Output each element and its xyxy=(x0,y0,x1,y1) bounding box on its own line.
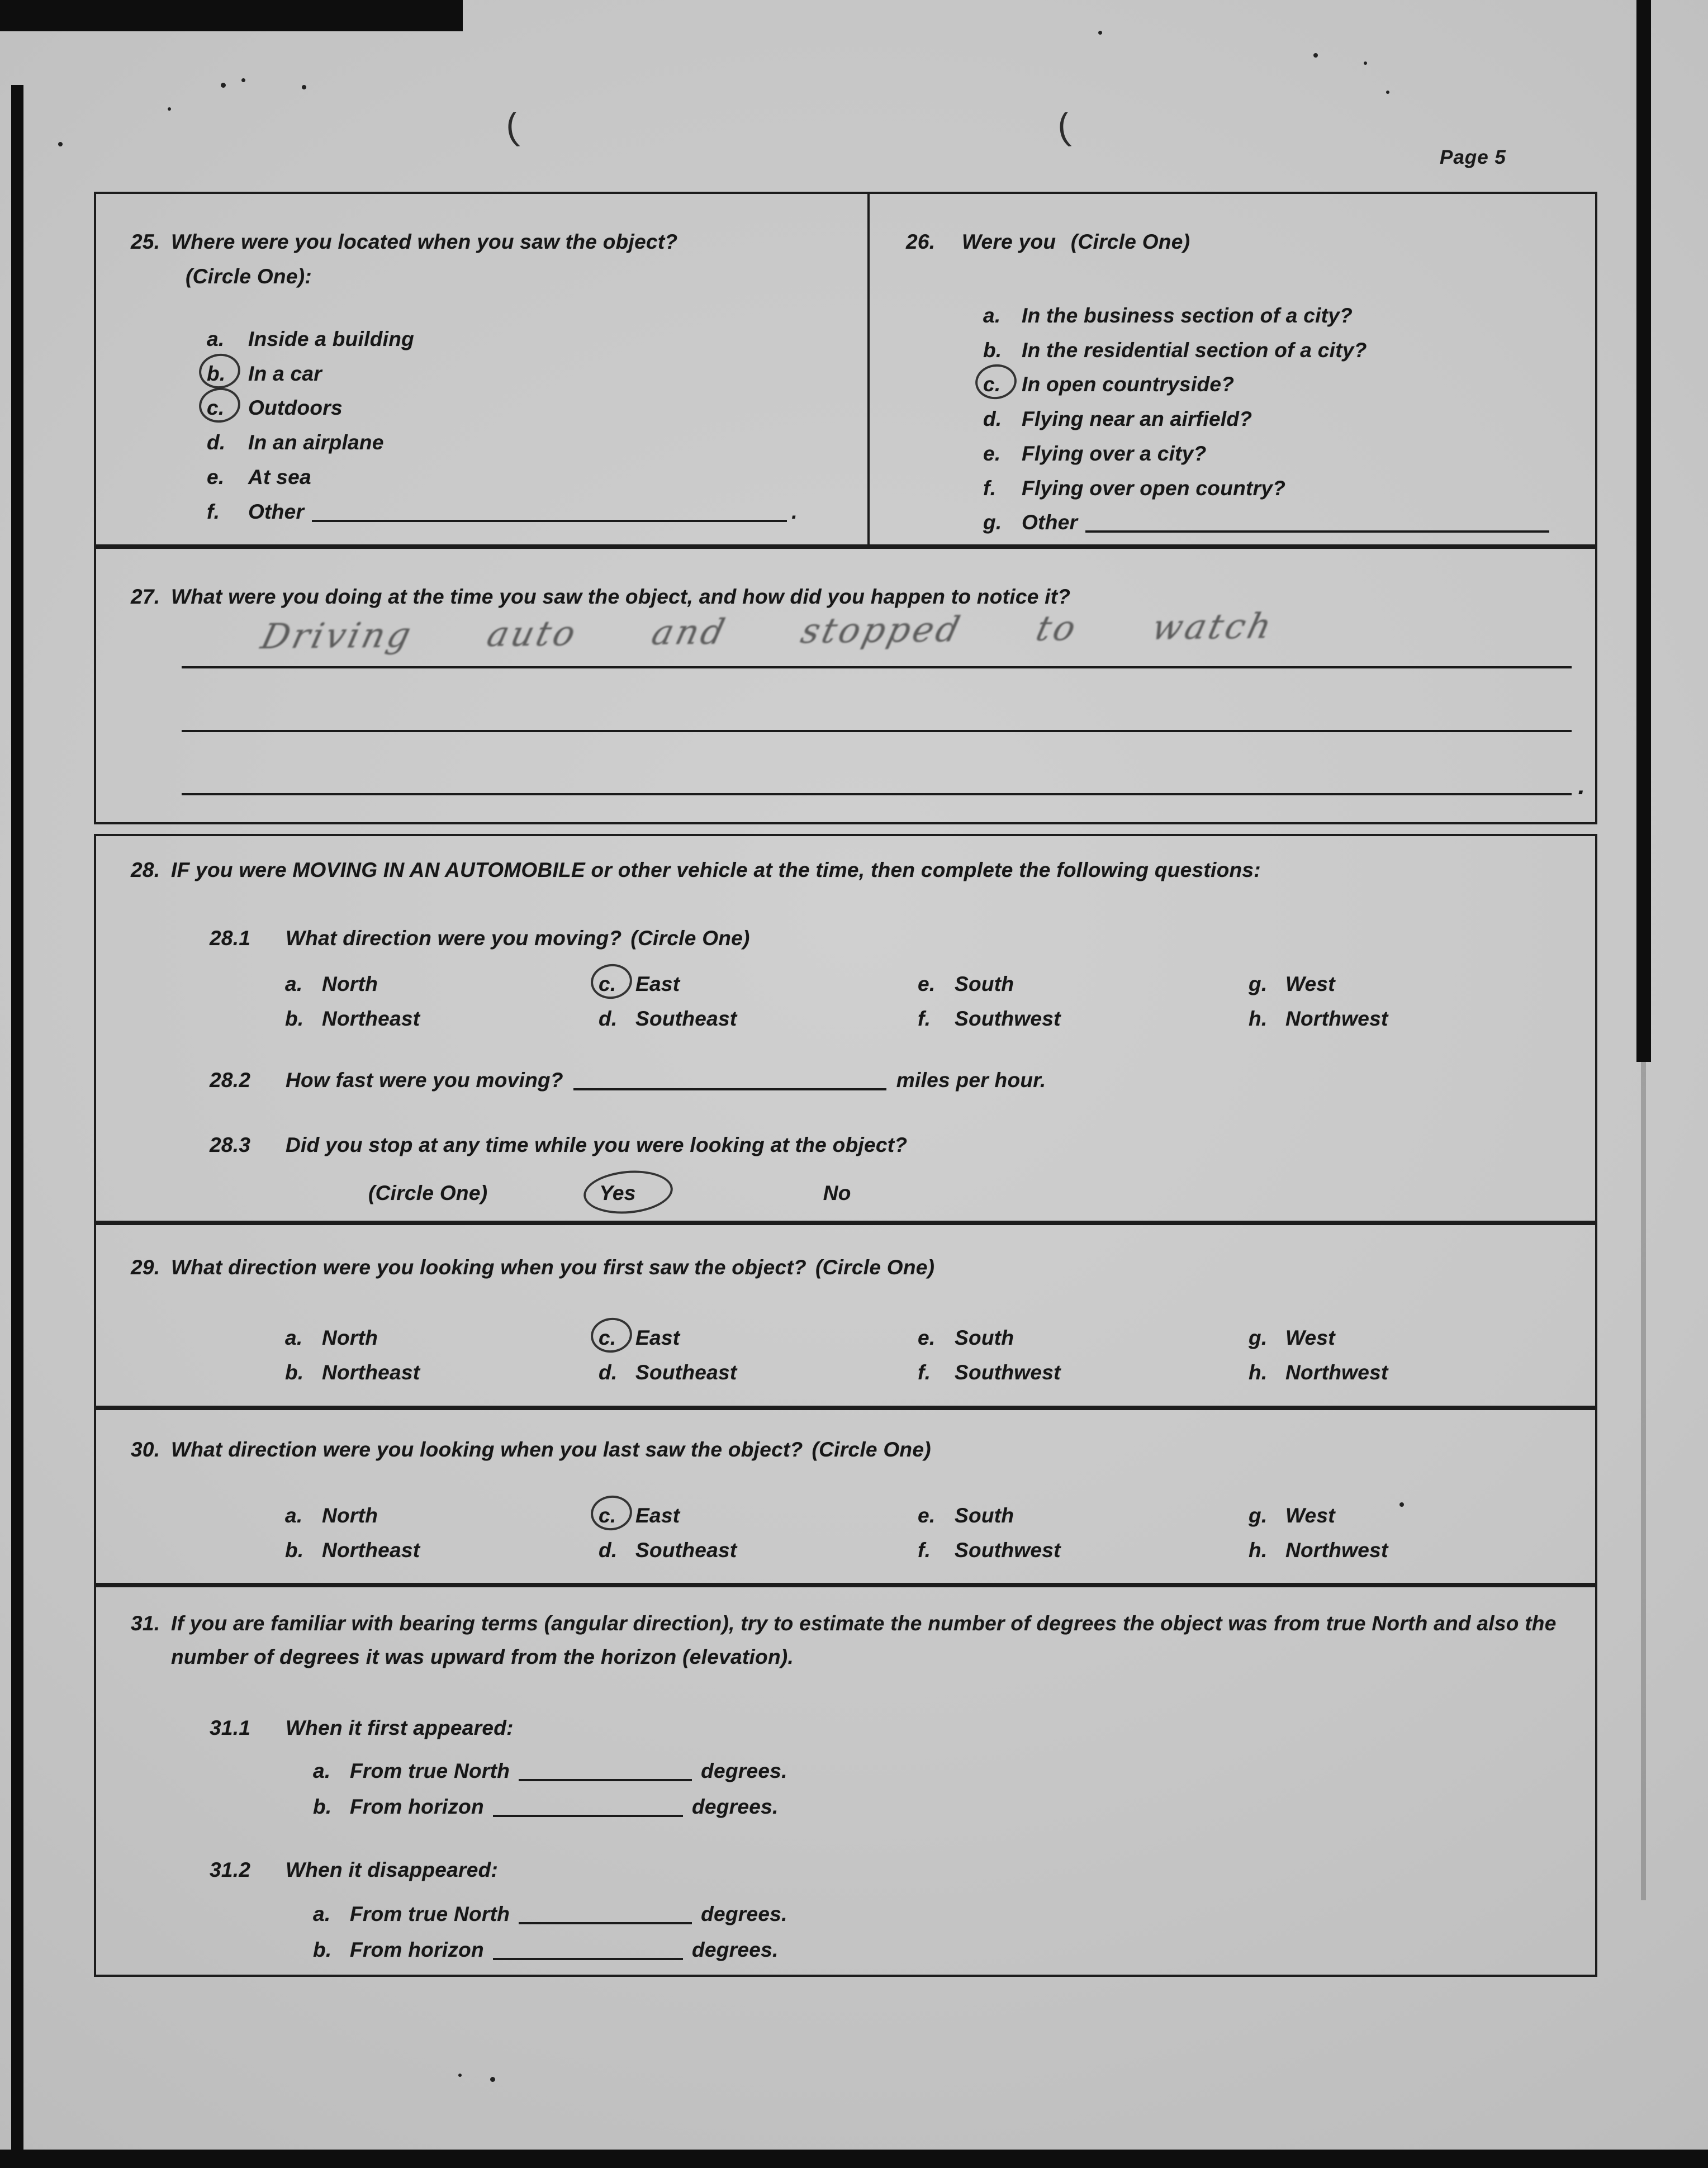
circle-one-note: (Circle One) xyxy=(815,1256,935,1279)
option-letter: b. xyxy=(285,1361,304,1384)
units-label: degrees. xyxy=(691,1795,779,1818)
page-number-label: Page 5 xyxy=(1440,146,1506,168)
question-text: What direction were you looking when you last saw the object? xyxy=(171,1438,803,1461)
question-27 xyxy=(94,547,1597,824)
question-text: Were you xyxy=(962,230,1056,253)
question-29-direction-options xyxy=(285,1321,1578,1390)
option-letter: d. xyxy=(983,407,1002,431)
option-letter: e. xyxy=(918,1326,936,1349)
option-label: From true North xyxy=(350,1903,510,1925)
question-number: 28. xyxy=(131,858,160,881)
option-label: East xyxy=(635,1504,680,1527)
option-letter: g. xyxy=(1249,972,1268,995)
option-label: Other xyxy=(248,500,305,523)
degrees-blank-field xyxy=(519,1903,692,1924)
option-label: Other xyxy=(1022,511,1078,534)
option-letter: a. xyxy=(285,1326,303,1349)
sub-question-text: What direction were you moving? xyxy=(286,927,622,950)
option-label: Flying over open country? xyxy=(1022,476,1286,500)
question-26-header xyxy=(906,225,1584,259)
answer-line xyxy=(182,666,1572,668)
option-label: West xyxy=(1285,972,1335,995)
bearing-item-b xyxy=(313,1932,1578,1968)
scan-edge-left xyxy=(11,85,23,2150)
option-label: Southeast xyxy=(635,1361,737,1384)
option-label: In an airplane xyxy=(248,431,384,454)
option-label: West xyxy=(1285,1326,1335,1349)
option-label: North xyxy=(322,1326,378,1349)
scan-edge-bottom xyxy=(0,2150,1708,2168)
question-31 xyxy=(94,1585,1597,1977)
circle-mark: c. xyxy=(599,1321,635,1355)
sub-question-number: 28.1 xyxy=(210,927,251,950)
option-letter: e. xyxy=(918,972,936,995)
scan-edge-top xyxy=(0,0,463,31)
option-label: Southwest xyxy=(955,1007,1061,1030)
option-c xyxy=(983,367,1584,402)
units-label: degrees. xyxy=(701,1759,787,1782)
direction-row xyxy=(285,1321,1578,1355)
answer-line xyxy=(182,730,1572,732)
question-28-header xyxy=(131,853,1578,888)
scan-speck xyxy=(1364,61,1367,65)
option-letter: h. xyxy=(1249,1539,1268,1562)
scan-artifact-paren-left: ( xyxy=(504,105,520,148)
question-31-1 xyxy=(210,1711,1578,1745)
question-26-options xyxy=(983,298,1584,540)
option-letter: g. xyxy=(983,511,1002,534)
sub-question-number: 28.2 xyxy=(210,1069,251,1092)
circle-one-note: (Circle One) xyxy=(1070,230,1190,253)
question-28-3 xyxy=(210,1128,1578,1163)
question-30-header xyxy=(131,1432,1578,1467)
option-label: West xyxy=(1285,1504,1335,1527)
option-letter: b. xyxy=(285,1007,304,1030)
sub-question-text: When it disappeared: xyxy=(286,1858,499,1881)
option-label: Flying near an airfield? xyxy=(1022,407,1252,431)
question-28 xyxy=(94,834,1597,1223)
sub-question-text: When it first appeared: xyxy=(286,1716,514,1739)
direction-row xyxy=(285,1002,1578,1036)
option-e xyxy=(983,437,1584,471)
question-29 xyxy=(94,1223,1597,1408)
option-letter: h. xyxy=(1249,1007,1268,1030)
option-letter: b. xyxy=(313,1795,332,1818)
option-d xyxy=(983,402,1584,437)
option-letter: e. xyxy=(983,442,1001,465)
question-28-3-answer-row xyxy=(368,1176,1578,1211)
circle-mark: c. xyxy=(983,367,1022,402)
option-label: Southwest xyxy=(955,1361,1061,1384)
question-30-direction-options xyxy=(285,1498,1578,1568)
degrees-blank-field xyxy=(493,1796,683,1817)
option-letter: a. xyxy=(285,1504,303,1527)
circle-mark: c. xyxy=(207,391,248,425)
scan-artifact-paren-right: ( xyxy=(1055,105,1072,148)
option-letter: a. xyxy=(313,1903,331,1925)
question-number: 29. xyxy=(131,1256,160,1279)
scan-speck xyxy=(1386,91,1389,94)
option-f xyxy=(207,495,856,529)
circle-mark: c. xyxy=(599,1498,635,1533)
question-text: What direction were you looking when you first saw the object? xyxy=(171,1256,806,1279)
option-letter: a. xyxy=(207,328,225,350)
scan-edge-right-faint xyxy=(1641,1062,1646,1900)
option-a xyxy=(207,322,856,357)
option-label: In a car xyxy=(248,362,322,385)
question-text: IF you were MOVING IN AN AUTOMOBILE or other vehicle at the time, then complete the following questions: xyxy=(171,858,1261,881)
direction-row xyxy=(285,967,1578,1002)
option-letter: f. xyxy=(983,476,997,500)
option-label: Southwest xyxy=(955,1539,1061,1562)
question-text: Where were you located when you saw the object? xyxy=(171,230,678,253)
question-number: 31. xyxy=(131,1612,160,1635)
option-label: Northwest xyxy=(1285,1361,1388,1384)
option-label: From true North xyxy=(350,1759,510,1782)
speed-blank-field xyxy=(573,1069,886,1090)
scan-speck xyxy=(490,2077,495,2082)
option-letter: e. xyxy=(207,465,225,488)
option-letter: g. xyxy=(1249,1504,1268,1527)
option-label: Southeast xyxy=(635,1539,737,1562)
option-letter: f. xyxy=(918,1539,931,1562)
question-number: 27. xyxy=(131,585,160,608)
question-number: 25. xyxy=(131,230,160,253)
question-30 xyxy=(94,1408,1597,1585)
option-letter: b. xyxy=(313,1938,332,1961)
question-number: 30. xyxy=(131,1438,160,1461)
location-questions-row xyxy=(94,192,1597,547)
option-label: In the residential section of a city? xyxy=(1022,338,1367,362)
scan-speck xyxy=(241,78,245,82)
question-25-options xyxy=(207,322,856,529)
sub-question-text: How fast were you moving? xyxy=(286,1069,563,1092)
option-label: South xyxy=(955,1326,1014,1349)
answer-line xyxy=(182,793,1572,795)
scan-edge-right xyxy=(1636,0,1651,1062)
question-25 xyxy=(96,194,870,544)
question-26 xyxy=(870,194,1595,544)
option-label: Flying over a city? xyxy=(1022,442,1207,465)
circle-one-note: (Circle One) xyxy=(368,1182,488,1204)
option-letter: g. xyxy=(1249,1326,1268,1349)
scan-speck xyxy=(458,2074,462,2077)
question-25-header xyxy=(131,225,856,294)
handwritten-answer: Driving auto and stopped to watch xyxy=(257,605,1278,657)
scan-speck xyxy=(302,85,306,89)
direction-row xyxy=(285,1498,1578,1533)
sub-question-number: 31.1 xyxy=(210,1716,251,1739)
option-letter: b. xyxy=(983,338,1002,362)
circle-one-note: (Circle One) xyxy=(630,927,750,950)
question-text: What were you doing at the time you saw the object, and how did you happen to notice it? xyxy=(171,585,1071,608)
no-label: No xyxy=(823,1182,851,1204)
option-letter: a. xyxy=(313,1759,331,1782)
option-letter: f. xyxy=(207,500,220,523)
sub-question-text: Did you stop at any time while you were looking at the object? xyxy=(286,1133,908,1156)
scan-speck xyxy=(221,83,226,88)
bearing-item-a xyxy=(313,1753,1578,1789)
circle-one-note: (Circle One): xyxy=(186,265,312,288)
bearing-item-a xyxy=(313,1896,1578,1932)
option-label: At sea xyxy=(248,465,311,488)
option-letter: a. xyxy=(983,304,1001,327)
other-blank-field xyxy=(312,501,787,522)
circle-mark: Yes xyxy=(599,1176,635,1211)
option-f xyxy=(983,471,1584,506)
sub-question-number: 31.2 xyxy=(210,1858,251,1881)
units-label: degrees. xyxy=(701,1903,787,1925)
question-text: If you are familiar with bearing terms (angular direction), try to estimate the number of degrees the object was from true North and also the number of degrees it was upward from the horizon (elevation). xyxy=(171,1612,1557,1668)
option-letter: a. xyxy=(285,972,303,995)
option-label: Inside a building xyxy=(248,328,414,350)
option-label: In the business section of a city? xyxy=(1022,304,1353,327)
option-label: North xyxy=(322,1504,378,1527)
option-label: South xyxy=(955,972,1014,995)
option-b xyxy=(207,357,856,391)
option-d xyxy=(207,425,856,460)
option-letter: f. xyxy=(918,1361,931,1384)
option-label: East xyxy=(635,972,680,995)
option-letter: e. xyxy=(918,1504,936,1527)
other-blank-field xyxy=(1085,511,1549,533)
option-b xyxy=(983,333,1584,368)
option-label: Northeast xyxy=(322,1539,420,1562)
circle-one-note: (Circle One) xyxy=(812,1438,931,1461)
scan-speck xyxy=(168,107,171,111)
option-label: Northwest xyxy=(1285,1007,1388,1030)
units-label: degrees. xyxy=(691,1938,779,1961)
sub-question-number: 28.3 xyxy=(210,1133,251,1156)
option-letter: d. xyxy=(599,1539,618,1562)
scan-speck xyxy=(1098,31,1102,35)
option-e xyxy=(207,460,856,495)
bearing-item-b xyxy=(313,1789,1578,1825)
option-label: From horizon xyxy=(350,1795,484,1818)
option-letter: h. xyxy=(1249,1361,1268,1384)
scan-speck xyxy=(1313,53,1318,58)
option-g xyxy=(983,505,1584,540)
option-label: In open countryside? xyxy=(1022,373,1235,396)
option-label: South xyxy=(955,1504,1014,1527)
units-label: miles per hour. xyxy=(896,1069,1046,1092)
option-label: North xyxy=(322,972,378,995)
circle-mark: b. xyxy=(207,357,248,391)
option-letter: d. xyxy=(599,1007,618,1030)
degrees-blank-field xyxy=(519,1760,692,1781)
option-label: Northeast xyxy=(322,1361,420,1384)
question-31-2 xyxy=(210,1853,1578,1887)
option-label: Northwest xyxy=(1285,1539,1388,1562)
circle-mark: c. xyxy=(599,967,635,1002)
option-label: From horizon xyxy=(350,1938,484,1961)
option-label: Southeast xyxy=(635,1007,737,1030)
question-28-1 xyxy=(210,921,1578,956)
option-label: East xyxy=(635,1326,680,1349)
direction-row xyxy=(285,1533,1578,1568)
question-31-header xyxy=(131,1607,1578,1674)
question-number: 26. xyxy=(906,230,936,253)
option-letter: b. xyxy=(285,1539,304,1562)
option-letter: f. xyxy=(918,1007,931,1030)
option-c xyxy=(207,391,856,425)
option-a xyxy=(983,298,1584,333)
trailing-period: . xyxy=(1578,772,1585,800)
direction-row xyxy=(285,1355,1578,1390)
question-29-header xyxy=(131,1250,1578,1285)
scan-speck xyxy=(58,142,63,146)
question-28-1-direction-options xyxy=(285,967,1578,1036)
option-label: Northeast xyxy=(322,1007,420,1030)
question-28-2 xyxy=(210,1063,1578,1098)
option-label: Outdoors xyxy=(248,396,343,420)
option-letter: d. xyxy=(599,1361,618,1384)
option-letter: d. xyxy=(207,431,226,454)
degrees-blank-field xyxy=(493,1939,683,1960)
trailing-period: . xyxy=(791,500,798,523)
